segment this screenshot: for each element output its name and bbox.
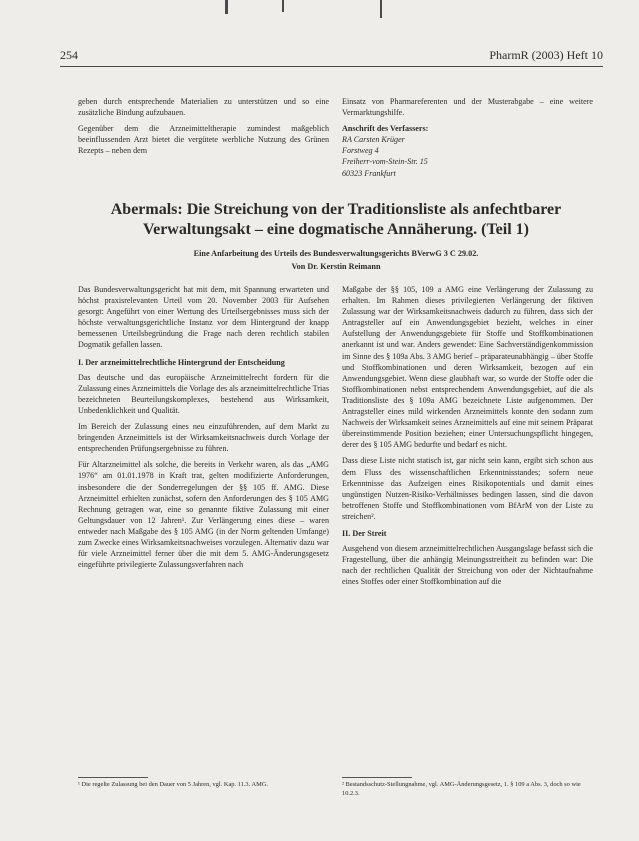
author-address: [342, 123, 593, 178]
page-header: [60, 48, 603, 62]
address-line: Freiherr-vom-Stein-Str. 15: [342, 157, 428, 167]
footnote: ¹ Die regelte Zulassung bei den Dauer von 5 Jahren, vgl. Kap. 11.3. AMG.: [78, 781, 268, 788]
paragraph: Gegenüber dem die Arzneimitteltherapie zumindest maßgeblich beeinflussenden Arzt bietet die vergütete werbliche Nutzung des Grünen Rezepts – neben dem: [78, 124, 329, 156]
journal-info: PharmR (2003) Heft 10: [489, 48, 603, 62]
paragraph: Maßgabe der §§ 105, 109 a AMG eine Verlängerung der Zulassung zu erhalten. Im Rahmen dieses privilegierten Verlängerung der fiktiven Zulassung war der Wirksamkeitsnachweis dadurch zu führen, dass sich der Antragsteller auf ein Anwendungsgebiet bezieht, welches in einer Aufstellung der Anwendungsgebiete für Stoffe und Stoffkombinationen anerkannt ist und war. Anders gewendet: Eine Sachverständigenkommission im Sinne des § 109a Abs. 3 AMG berief – präparateunabhängig – über Stoffe und Stoffkombinationen und deren Wirksamkeit, bezogen auf ein Anwendungsgebiet. Wenn diese glaubhaft war, so wurde der Stoffe oder die Stoffkombinationen nebst entsprechendem Anwendungsgebiet, auf die als Traditionsliste des § 109a AMG bezeichnete Liste aufgenommen. Der Antragsteller eines mild wirkenden Arzneimittels konnte den sodann zum Nachweis der Wirksamkeit seines Arzneimittels auf eine mit seinem Präparat übereinstimmende Position beziehen; einer Untersuchungspflicht hingegen, derer des § 105 AMG bedurfte und bedarf es nicht.: [342, 285, 593, 450]
article-title: [70, 200, 602, 240]
section-heading: II. Der Streit: [342, 528, 387, 538]
scan-artifact: [225, 0, 228, 14]
paragraph: geben durch entsprechende Materialien zu unterstützen und so eine zusätzliche Bindung aufzubauen.: [78, 97, 329, 118]
previous-article-left-column: [78, 96, 329, 161]
address-line: RA Carsten Krüger: [342, 135, 405, 145]
body-left-column: [78, 284, 329, 575]
article-title-line: Abermals: Die Streichung von der Traditionsliste als anfechtbarer: [110, 201, 562, 218]
header-rule: [60, 66, 603, 67]
article-subtitle: Eine Anfarbeitung des Urteils des Bundesverwaltungsgerichts BVerwG 3 C 29.02.: [193, 249, 479, 258]
previous-article-right-column: [342, 96, 593, 179]
scan-artifact: [282, 0, 284, 12]
article-title-line: Verwaltungsakt – eine dogmatische Annäherung. (Teil 1): [143, 221, 529, 238]
article-author: Von Dr. Kerstin Reimann: [291, 262, 381, 271]
body-right-column: [342, 284, 593, 592]
footnote-rule: [342, 777, 412, 778]
paragraph: Das Bundesverwaltungsgericht hat mit dem, mit Spannung erwarteten und höchst praxisrelevanten Urteil vom 20. November 2003 für Aufsehen gesorgt: Angeführt von einer Wertung des Urteilsergebnisses muss sich der höchste verwaltungsgerichtliche Instanz vor dem Hintergrund der knapp bemessenen Urteilsbegründung die Frage nach deren rechtlich stabilen Dogmatik gefallen lassen.: [78, 285, 329, 350]
address-line: Forstweg 4: [342, 146, 379, 156]
section-heading: I. Der arzneimittelrechtliche Hintergrund der Entscheidung: [78, 357, 285, 367]
paragraph: Das deutsche und das europäische Arzneimittelrecht fordern für die Zulassung eines Arzneimittels die Vorlage des als arzneimittelrechtliche Trias bezeichneten Beurteilungskomplexes, bestehend aus Wirksamkeit, Unbedenklichkeit und Qualität.: [78, 372, 329, 415]
paragraph: Im Bereich der Zulassung eines neu einzuführenden, auf dem Markt zu bringenden Arzneimittels ist der Wirksamkeitsnachweis durch Vorlage der entsprechenden Prüfungsergebnisse zu führen.: [78, 422, 329, 454]
address-heading: Anschrift des Verfassers:: [342, 124, 429, 134]
page-number: 254: [60, 48, 78, 62]
paragraph: Dass diese Liste nicht statisch ist, gar nicht sein kann, ergibt sich schon aus dem Fluss des wissenschaftlichen Erkenntnisstandes; sofern neue Erkenntnisse das Aufzeigen eines Risikopotentials und damit eines ungünstigen Nutzen-Risiko-Verhältnisses bedingen lassen, sind die davon betroffenen Stoffe und Stoffkombinationen vom BfArM von der Liste zu streichen².: [342, 456, 593, 521]
paragraph: Ausgehend von diesem arzneimittelrechtlichen Ausgangslage befasst sich die Fragestellung, über die anhängig Meinungsstreitheit zu befinden war: Die nach der rechtlichen Qualität der Streichung von oder der Nichtaufnahme eines Stoffes oder einer Stoffkombination auf die: [342, 544, 593, 587]
footnote-rule: [78, 777, 148, 778]
paragraph: Für Altarzneimittel als solche, die bereits in Verkehr waren, als das „AMG 1976“ am 01.01.1978 in Kraft trat, gelten modifizierte Anforderungen, insbesondere die der Sonderregelungen der §§ 105 ff. AMG. Diese Arzneimittel erhielten zunächst, sofern den Anforderungen des § 105 AMG Rechnung getragen war, eine so genannte fiktive Zulassung mit einer Geltungsdauer von 12 Jahren¹. Zur Verlängerung eines diese – waren entweder nach Maßgabe des § 105 AMG (in der Norm geltenden Umfange) zum Zwecke eines Wirksamkeitsnachweises vorzulegen. Alternativ dazu war für viele Arzneimittel ferner über die mit dem 5. AMG-Änderungsgesetz eingeführte privilegierte Zulassungsverfahren nach: [78, 460, 329, 570]
scan-artifact: [380, 0, 382, 18]
address-line: 60323 Frankfurt: [342, 168, 396, 178]
paragraph: Einsatz von Pharmareferenten und der Musterabgabe – eine weitere Vermarktungshilfe.: [342, 97, 593, 118]
footnote: ² Bestandsschutz-Stellungnahme, vgl. AMG-Änderungsgesetz, 1. § 109 a Abs. 3, doch so wie 10.2.3.: [342, 781, 581, 797]
